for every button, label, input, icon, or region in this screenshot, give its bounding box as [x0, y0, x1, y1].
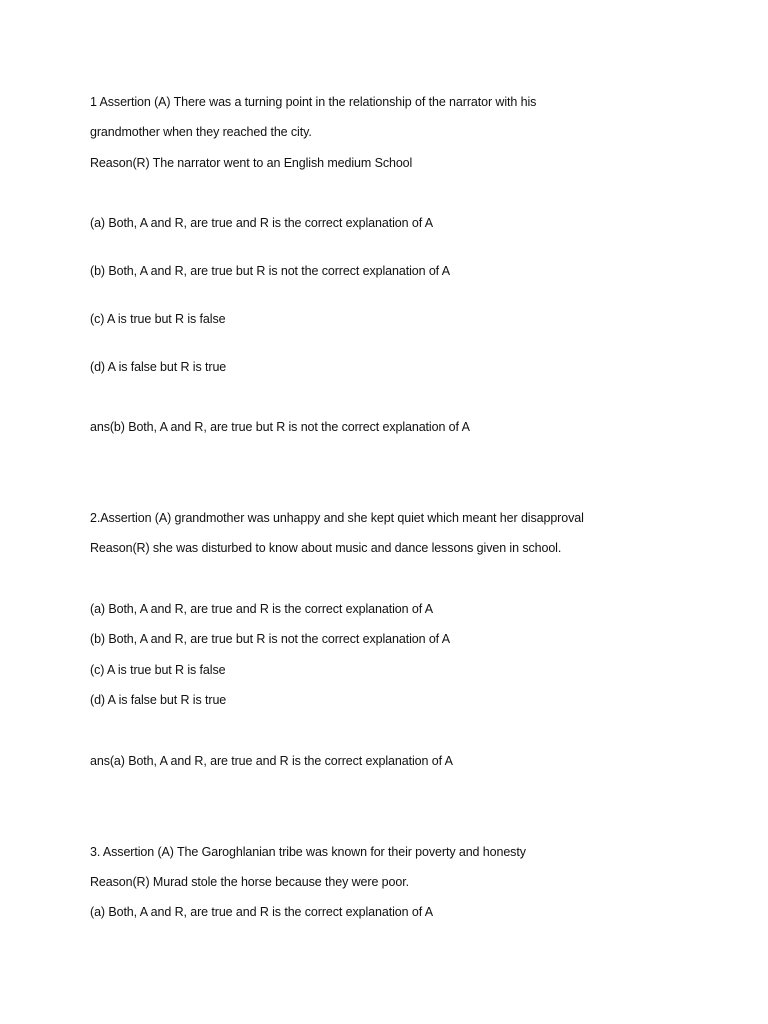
q1-option-a: (a) Both, A and R, are true and R is the correct explanation of A — [90, 216, 434, 230]
q2-option-a: (a) Both, A and R, are true and R is the correct explanation of A — [90, 602, 434, 616]
q1-assertion-line-2: grandmother when they reached the city. — [90, 125, 312, 139]
q2-reason: Reason(R) she was disturbed to know about music and dance lessons given in school. — [90, 541, 562, 555]
q1-reason: Reason(R) The narrator went to an English medium School — [90, 156, 413, 170]
q1-option-c: (c) A is true but R is false — [90, 312, 226, 326]
q2-option-d: (d) A is false but R is true — [90, 693, 227, 707]
q1-answer: ans(b) Both, A and R, are true but R is not the correct explanation of A — [90, 420, 470, 434]
q3-assertion: 3. Assertion (A) The Garoghlanian tribe was known for their poverty and honesty — [90, 845, 526, 859]
q1-option-b: (b) Both, A and R, are true but R is not the correct explanation of A — [90, 264, 450, 278]
q3-option-a: (a) Both, A and R, are true and R is the correct explanation of A — [90, 905, 434, 919]
q2-assertion: 2.Assertion (A) grandmother was unhappy and she kept quiet which meant her disapproval — [90, 511, 584, 525]
q2-option-c: (c) A is true but R is false — [90, 663, 226, 677]
q1-option-d: (d) A is false but R is true — [90, 360, 227, 374]
q1-assertion-line-1: 1 Assertion (A) There was a turning point in the relationship of the narrator with his — [90, 95, 537, 109]
q2-option-b: (b) Both, A and R, are true but R is not the correct explanation of A — [90, 632, 450, 646]
q3-reason: Reason(R) Murad stole the horse because they were poor. — [90, 875, 409, 889]
q2-answer: ans(a) Both, A and R, are true and R is the correct explanation of A — [90, 754, 453, 768]
